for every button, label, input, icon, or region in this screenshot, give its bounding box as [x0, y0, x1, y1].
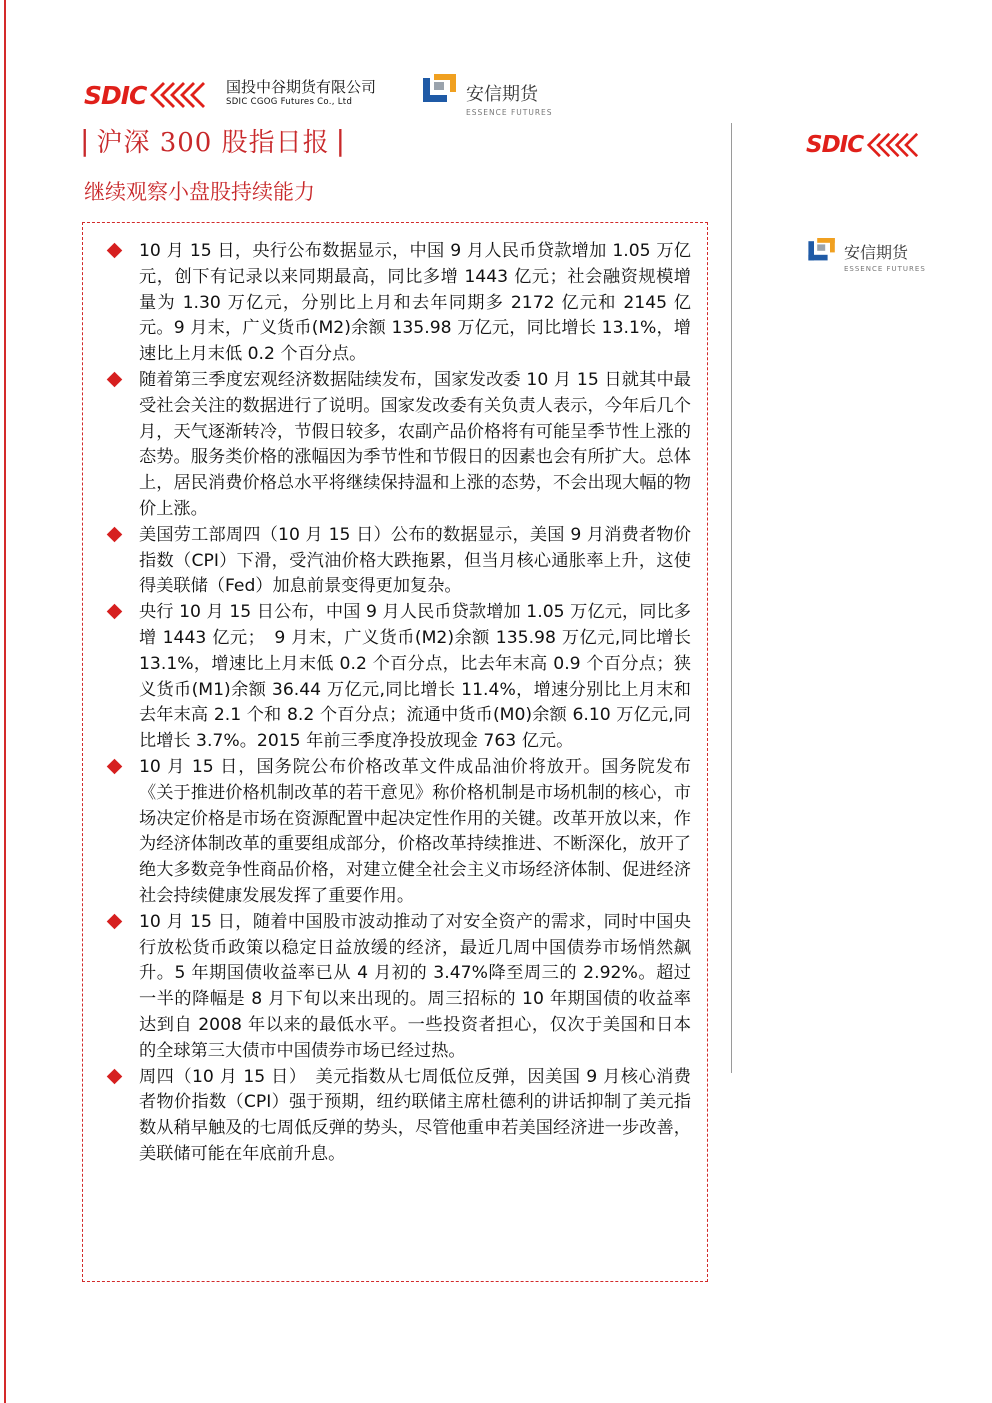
- diamond-bullet-icon: [107, 243, 123, 259]
- news-item-text: 10 月 15 日，国务院公布价格改革文件成品油价将放开。国务院发布《关于推进价格机制改革的若干意见》称价格机制是市场机制的核心，市场决定价格是市场在资源配置中起决定性作用的关键。改革开放以来，作为经济体制改革的重要组成部分，价格改革持续推进、不断深化，放开了绝大多数竞争性商品价格，对建立健全社会主义市场经济体制、促进经济社会持续健康发展发挥了重要作用。: [139, 756, 691, 906]
- diamond-bullet-icon: [107, 913, 123, 929]
- sdic-logo-text: SDIC: [84, 80, 147, 110]
- diamond-bullet-icon: [107, 372, 123, 388]
- diamond-bullet-icon: [107, 1068, 123, 1084]
- news-list: [83, 239, 707, 1168]
- news-item: [83, 755, 707, 910]
- title-bar-left: |: [80, 123, 91, 157]
- diamond-bullet-icon: [107, 526, 123, 542]
- company-name-cn: 国投中谷期货有限公司: [226, 78, 377, 96]
- sidebar-essence-mark-icon: [806, 234, 838, 266]
- essence-mark-icon: [420, 72, 460, 106]
- news-item-text: 10 月 15 日，随着中国股市波动推动了对安全资产的需求，同时中国央行放松货币政策以稳定日益放缓的经济，最近几周中国债券市场悄然飙升。5 年期国债收益率已从 4 月初的 3.47%降至周三的 2.92%。超过一半的降幅是 8 月下旬以来出现的。周三招标的 10 年期国债的收益率达到自 2008 年以来的最低水平。一些投资者担心，仅次于美国和日本的全球第三大债市中国债券市场已经过热。: [139, 911, 691, 1061]
- partner-name-cn: 安信期货: [466, 84, 538, 105]
- news-item: [83, 523, 707, 600]
- partner-name-en: ESSENCE FUTURES: [466, 108, 553, 117]
- company-name-en: SDIC CGOG Futures Co., Ltd: [226, 97, 353, 107]
- header-sdic-logo: [84, 80, 206, 110]
- header-essence-logo: [420, 72, 553, 117]
- sidebar-partner-name-cn: 安信期货: [844, 243, 909, 262]
- sdic-mark-icon: [148, 80, 206, 110]
- news-item: [83, 910, 707, 1065]
- report-title-text: 沪深 300 股指日报: [96, 127, 330, 158]
- news-item: [83, 600, 707, 755]
- news-item: [83, 368, 707, 523]
- diamond-bullet-icon: [107, 759, 123, 775]
- column-divider: [731, 123, 732, 1073]
- news-item-text: 央行 10 月 15 日公布，中国 9 月人民币贷款增加 1.05 万亿元，同比多增 1443 亿元； 9 月末，广义货币(M2)余额 135.98 万亿元,同比增长 13.1%，增速比上月末低 0.2 个百分点，比去年末高 0.9 个百分点；狭义货币(M1)余额 36.44 万亿元,同比增长 11.4%，增速分别比上月末和去年末高 2.1 个和 8.2 个百分点；流通中货币(M0)余额 6.10 万亿元,同比增长 3.7%。2015 年前三季度净投放现金 763 亿元。: [139, 602, 691, 752]
- sidebar-sdic-mark-icon: [865, 131, 919, 159]
- news-item-text: 美国劳工部周四（10 月 15 日）公布的数据显示，美国 9 月消费者物价指数（CPI）下滑，受汽油价格大跌拖累，但当月核心通胀率上升，这使得美联储（Fed）加息前景变得更加复杂。: [139, 524, 691, 597]
- news-item-text: 10 月 15 日，央行公布数据显示，中国 9 月人民币贷款增加 1.05 万亿元，创下有记录以来同期最高，同比多增 1443 亿元；社会融资规模增量为 1.30 万亿元，分别比上月和去年同期多 2172 亿元和 2145 亿元。9 月末，广义货币(M2)余额 135.98 万亿元，同比增长 13.1%，增速比上月末低 0.2 个百分点。: [139, 241, 691, 365]
- sidebar-essence-logo: [806, 234, 926, 273]
- left-margin-rule: [4, 0, 6, 1403]
- sidebar-sdic-logo: [806, 131, 919, 159]
- news-item-text: 随着第三季度宏观经济数据陆续发布，国家发改委 10 月 15 日就其中最受社会关注的数据进行了说明。国家发改委有关负责人表示，今年后几个月，天气逐渐转冷，节假日较多，农副产品价格将有可能呈季节性上涨的态势。服务类价格的涨幅因为季节性和节假日的因素也会有所扩大。总体上，居民消费价格总水平将继续保持温和上涨的态势，不会出现大幅的物价上涨。: [139, 369, 691, 519]
- report-subtitle: 继续观察小盘股持续能力: [84, 180, 315, 204]
- news-item-text: 周四（10 月 15 日） 美元指数从七周低位反弹，因美国 9 月核心消费者物价指数（CPI）强于预期，纽约联储主席杜德利的讲话抑制了美元指数从稍早触及的七周低反弹的势头，尽管他重申若美国经济进一步改善，美联储可能在年底前升息。: [139, 1066, 691, 1164]
- news-item: [83, 239, 707, 368]
- news-item: [83, 1065, 707, 1168]
- news-summary-box: [82, 222, 708, 1282]
- report-title: [74, 122, 352, 158]
- sidebar-sdic-logo-text: SDIC: [806, 132, 864, 158]
- diamond-bullet-icon: [107, 604, 123, 620]
- sidebar-partner-name-en: ESSENCE FUTURES: [844, 265, 926, 273]
- title-bar-right: |: [335, 123, 347, 157]
